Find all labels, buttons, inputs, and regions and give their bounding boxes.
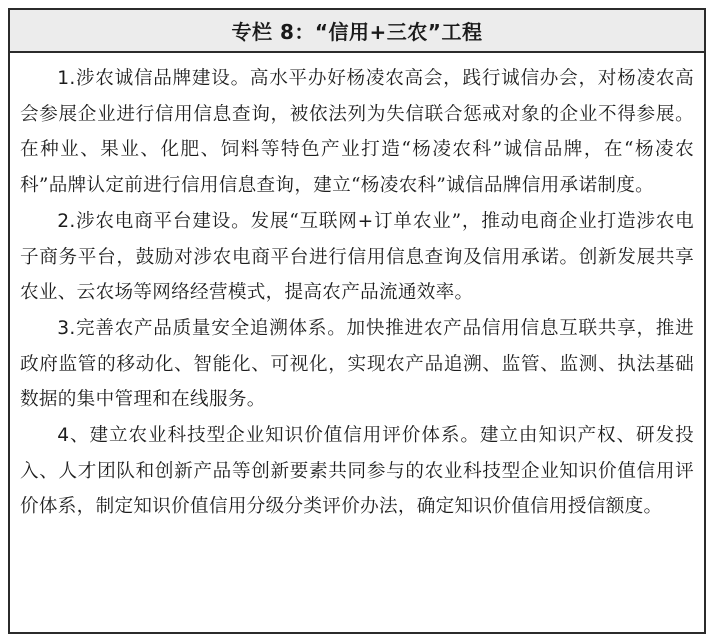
feature-box — [8, 8, 706, 634]
paragraph-text: 加快推进农产品信用信息互联共享，推进政府监管的移动化、智能化、可视化，实现农产品追溯、监管、监测、执法基础数据的集中管理和在线服务。 — [20, 317, 694, 411]
paragraph-text: 建立由知识产权、研发投入、人才团队和创新产品等创新要素共同参与的农业科技型企业知识价值信用评价体系，制定知识价值信用分级分类评价办法，确定知识价值信用授信额度。 — [20, 425, 694, 518]
paragraph-lead: 4、建立农业科技型企业知识价值信用评价体系。 — [57, 425, 480, 447]
paragraph-text: 发展“互联网+订单农业”，推动电商企业打造涉农电子商务平台，鼓励对涉农电商平台进行信用信息查询及信用承诺。创新发展共享农业、云农场等网络经营模式，提高农产品流通效率。 — [20, 210, 694, 304]
box-title: 专栏 8：“信用+三农”工程 — [231, 20, 483, 44]
paragraph-knowledge-value-credit — [20, 418, 694, 525]
paragraph-lead: 2.涉农电商平台建设。 — [57, 210, 251, 232]
paragraph-brand-building — [20, 61, 694, 204]
paragraph-ecommerce-platform — [20, 204, 694, 311]
paragraph-lead: 1.涉农诚信品牌建设。 — [57, 68, 250, 89]
box-body — [10, 53, 704, 525]
paragraph-lead: 3.完善农产品质量安全追溯体系。 — [57, 317, 347, 339]
paragraph-text: 高水平办好杨凌农高会，践行诚信办会，对杨凌农高会参展企业进行信用信息查询，被依法列为失信联合惩戒对象的企业不得参展。在种业、果业、化肥、饲料等特色产业打造“杨凌农科”诚信品牌，在“杨凌农科”品牌认定前进行信用信息查询，建立“杨凌农科”诚信品牌信用承诺制度。 — [20, 68, 694, 197]
box-header — [10, 10, 704, 53]
paragraph-traceability-system — [20, 311, 694, 418]
